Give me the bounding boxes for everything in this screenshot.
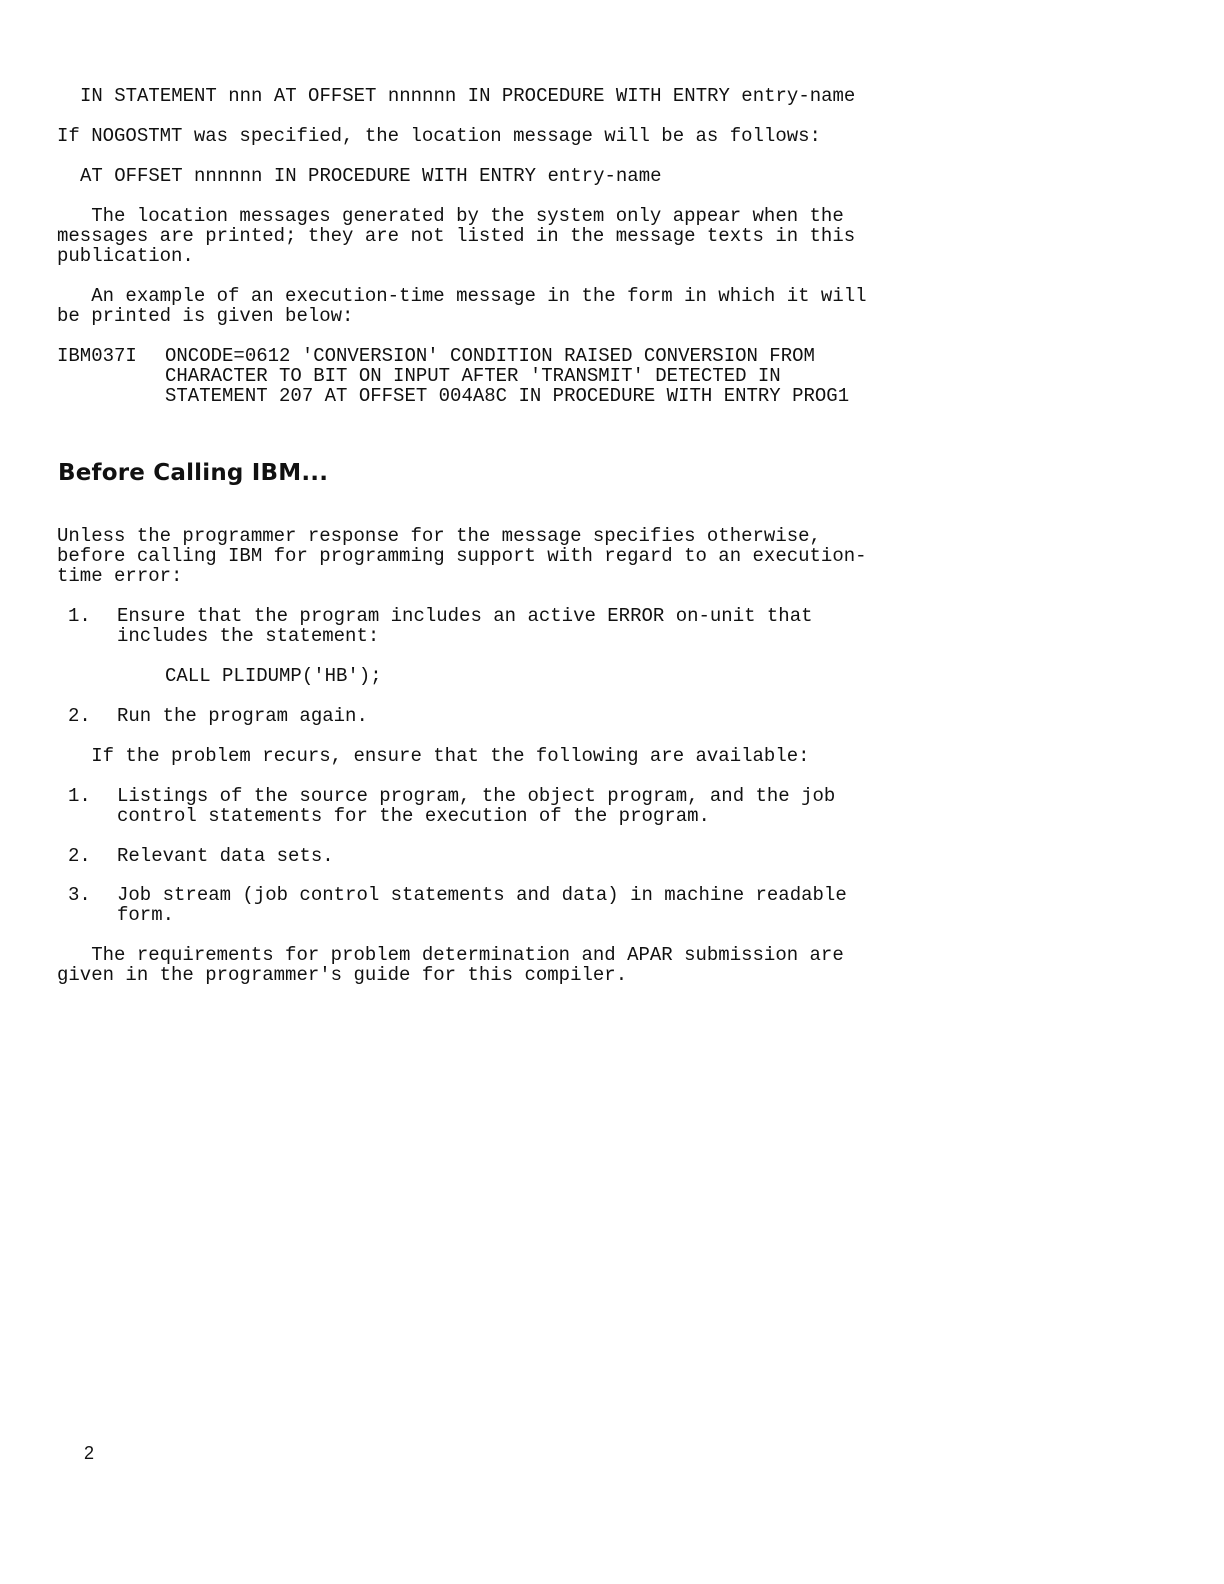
code-statement: CALL PLIDUMP('HB'); (165, 665, 382, 687)
list-item-text: Job stream (job control statements and data) in machine readable (117, 884, 847, 906)
list-item-text: form. (117, 904, 175, 926)
nogostmt-intro: If NOGOSTMT was specified, the location message will be as follows: (57, 125, 821, 147)
list-item-text: control statements for the execution of the program. (117, 805, 710, 827)
paragraph-line: Unless the programmer response for the message specifies otherwise, (57, 525, 821, 547)
message-text-line: ONCODE=0612 'CONVERSION' CONDITION RAISED CONVERSION FROM (165, 345, 815, 367)
list-item-number: 1. (68, 605, 91, 627)
message-id: IBM037I (57, 345, 137, 367)
paragraph-line: An example of an execution-time message in the form in which it will (57, 285, 867, 307)
paragraph-line: The requirements for problem determination and APAR submission are (57, 944, 844, 966)
page-number: 2 (84, 1443, 95, 1463)
list-item-number: 1. (68, 785, 91, 807)
paragraph-line: publication. (57, 245, 194, 267)
location-format-with-statement: IN STATEMENT nnn AT OFFSET nnnnnn IN PROCEDURE WITH ENTRY entry-name (80, 85, 856, 107)
location-format-without-statement: AT OFFSET nnnnnn IN PROCEDURE WITH ENTRY entry-name (80, 165, 662, 187)
list-item-text: Listings of the source program, the object program, and the job (117, 785, 836, 807)
paragraph-line: The location messages generated by the system only appear when the (57, 205, 844, 227)
list-item-number: 2. (68, 845, 91, 867)
list-item-text: Ensure that the program includes an active ERROR on-unit that (117, 605, 813, 627)
message-text-line: CHARACTER TO BIT ON INPUT AFTER 'TRANSMIT' DETECTED IN (165, 365, 781, 387)
paragraph-line: messages are printed; they are not listed in the message texts in this (57, 225, 856, 247)
recur-intro: If the problem recurs, ensure that the following are available: (57, 745, 810, 767)
list-item-text: includes the statement: (117, 625, 380, 647)
paragraph-line: time error: (57, 565, 183, 587)
list-item-text: Relevant data sets. (117, 845, 334, 867)
paragraph-line: be printed is given below: (57, 305, 354, 327)
list-item-text: Run the program again. (117, 705, 368, 727)
paragraph-line: given in the programmer's guide for this compiler. (57, 964, 628, 986)
paragraph-line: before calling IBM for programming support with regard to an execution- (57, 545, 867, 567)
section-heading: Before Calling IBM... (58, 460, 329, 486)
list-item-number: 2. (68, 705, 91, 727)
list-item-number: 3. (68, 884, 91, 906)
message-text-line: STATEMENT 207 AT OFFSET 004A8C IN PROCEDURE WITH ENTRY PROG1 (165, 385, 850, 407)
